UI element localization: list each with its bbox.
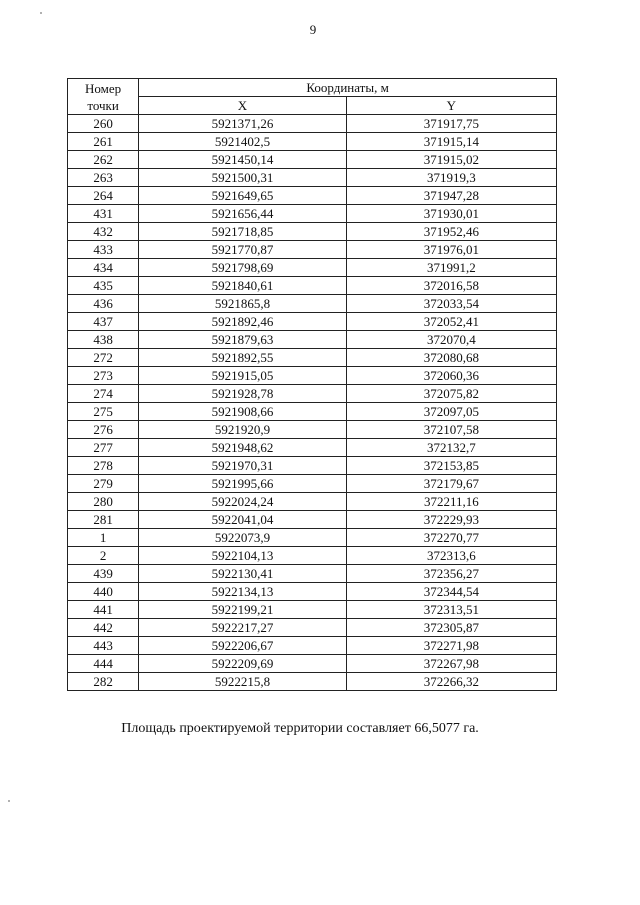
cell-point-number: 261 [68,133,139,151]
cell-point-number: 2 [68,547,139,565]
table-row [68,511,557,529]
cell-x: 5922073,9 [139,529,347,547]
cell-x: 5921948,62 [139,439,347,457]
scan-speck [40,12,42,14]
table-row [68,439,557,457]
table-row [68,565,557,583]
cell-y: 372356,27 [346,565,556,583]
table-header-row [68,79,557,97]
cell-y: 372270,77 [346,529,556,547]
table-row [68,187,557,205]
header-point-number: Номер точки [68,79,139,115]
cell-y: 372033,54 [346,295,556,313]
page-number: 9 [309,22,317,37]
table-row [68,295,557,313]
cell-x: 5921840,61 [139,277,347,295]
cell-x: 5921879,63 [139,331,347,349]
cell-y: 372267,98 [346,655,556,673]
cell-y: 371915,14 [346,133,556,151]
cell-y: 372097,05 [346,403,556,421]
cell-point-number: 279 [68,475,139,493]
cell-point-number: 433 [68,241,139,259]
table-row [68,673,557,691]
cell-y: 372060,36 [346,367,556,385]
cell-point-number: 442 [68,619,139,637]
table-row [68,637,557,655]
header-x: X [139,97,347,115]
header-y: Y [346,97,556,115]
table-row [68,385,557,403]
cell-y: 372153,85 [346,457,556,475]
cell-point-number: 443 [68,637,139,655]
cell-y: 371947,28 [346,187,556,205]
cell-x: 5921649,65 [139,187,347,205]
cell-y: 372305,87 [346,619,556,637]
cell-y: 372313,6 [346,547,556,565]
cell-point-number: 274 [68,385,139,403]
table-row [68,151,557,169]
cell-y: 372080,68 [346,349,556,367]
cell-point-number: 260 [68,115,139,133]
table-row [68,367,557,385]
header-coordinates: Координаты, м [139,79,557,97]
cell-x: 5921798,69 [139,259,347,277]
table-row [68,583,557,601]
table-row [68,619,557,637]
table-body [68,115,557,691]
cell-x: 5922130,41 [139,565,347,583]
cell-x: 5922217,27 [139,619,347,637]
cell-y: 371976,01 [346,241,556,259]
cell-point-number: 273 [68,367,139,385]
cell-point-number: 275 [68,403,139,421]
cell-x: 5922199,21 [139,601,347,619]
cell-y: 372266,32 [346,673,556,691]
cell-x: 5921970,31 [139,457,347,475]
cell-y: 372344,54 [346,583,556,601]
cell-x: 5921908,66 [139,403,347,421]
cell-x: 5921718,85 [139,223,347,241]
table-row [68,493,557,511]
table-row [68,115,557,133]
table-row [68,259,557,277]
cell-y: 372052,41 [346,313,556,331]
cell-point-number: 440 [68,583,139,601]
cell-point-number: 436 [68,295,139,313]
cell-x: 5921865,8 [139,295,347,313]
table-row [68,547,557,565]
cell-point-number: 276 [68,421,139,439]
cell-x: 5921770,87 [139,241,347,259]
cell-point-number: 282 [68,673,139,691]
table-row [68,457,557,475]
cell-point-number: 434 [68,259,139,277]
cell-y: 372179,67 [346,475,556,493]
cell-y: 372211,16 [346,493,556,511]
cell-x: 5922134,13 [139,583,347,601]
cell-y: 372075,82 [346,385,556,403]
cell-x: 5921656,44 [139,205,347,223]
cell-x: 5921920,9 [139,421,347,439]
cell-x: 5921892,46 [139,313,347,331]
cell-y: 371915,02 [346,151,556,169]
table-row [68,529,557,547]
cell-point-number: 272 [68,349,139,367]
cell-y: 371917,75 [346,115,556,133]
cell-x: 5922209,69 [139,655,347,673]
cell-point-number: 263 [68,169,139,187]
cell-y: 371930,01 [346,205,556,223]
cell-point-number: 262 [68,151,139,169]
cell-point-number: 278 [68,457,139,475]
table-row [68,133,557,151]
cell-point-number: 441 [68,601,139,619]
table-row [68,403,557,421]
cell-y: 372070,4 [346,331,556,349]
scan-speck [8,800,10,802]
cell-x: 5922206,67 [139,637,347,655]
cell-x: 5922104,13 [139,547,347,565]
table-row [68,349,557,367]
cell-y: 372107,58 [346,421,556,439]
cell-y: 372313,51 [346,601,556,619]
cell-y: 372132,7 [346,439,556,457]
cell-x: 5921915,05 [139,367,347,385]
table-row [68,223,557,241]
cell-point-number: 444 [68,655,139,673]
coordinates-table [67,78,557,691]
cell-x: 5922024,24 [139,493,347,511]
table-row [68,331,557,349]
cell-point-number: 277 [68,439,139,457]
cell-x: 5921892,55 [139,349,347,367]
cell-y: 372229,93 [346,511,556,529]
cell-point-number: 439 [68,565,139,583]
cell-y: 371991,2 [346,259,556,277]
cell-x: 5921995,66 [139,475,347,493]
table-row [68,169,557,187]
cell-x: 5921371,26 [139,115,347,133]
table-row [68,241,557,259]
cell-x: 5921402,5 [139,133,347,151]
cell-point-number: 431 [68,205,139,223]
table-subheader-row [68,97,557,115]
cell-point-number: 1 [68,529,139,547]
cell-x: 5921450,14 [139,151,347,169]
cell-x: 5922041,04 [139,511,347,529]
table-row [68,205,557,223]
table-row [68,475,557,493]
cell-point-number: 281 [68,511,139,529]
table-row [68,421,557,439]
cell-point-number: 264 [68,187,139,205]
cell-point-number: 437 [68,313,139,331]
cell-y: 371952,46 [346,223,556,241]
cell-x: 5921928,78 [139,385,347,403]
cell-y: 372016,58 [346,277,556,295]
cell-point-number: 432 [68,223,139,241]
cell-x: 5922215,8 [139,673,347,691]
cell-x: 5921500,31 [139,169,347,187]
table-row [68,277,557,295]
cell-point-number: 280 [68,493,139,511]
table-row [68,313,557,331]
cell-y: 371919,3 [346,169,556,187]
area-statement: Площадь проектируемой территории составляет 66,5077 га. [121,721,479,736]
cell-point-number: 438 [68,331,139,349]
table-row [68,601,557,619]
cell-point-number: 435 [68,277,139,295]
cell-y: 372271,98 [346,637,556,655]
table-row [68,655,557,673]
